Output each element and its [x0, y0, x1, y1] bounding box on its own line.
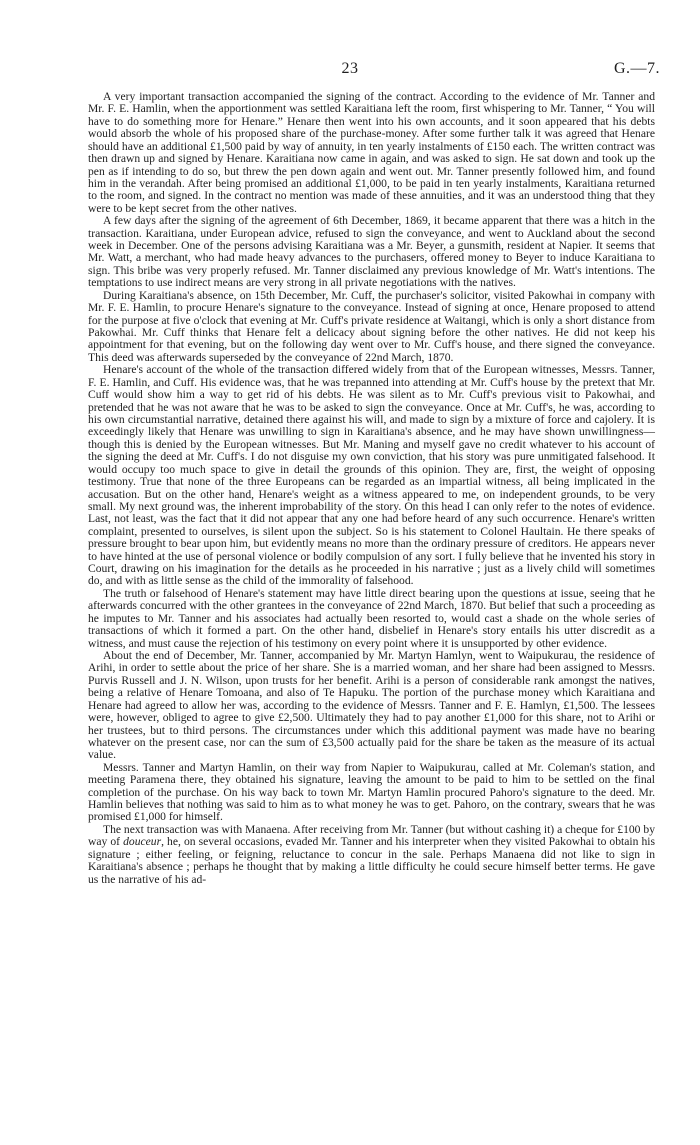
- paragraph-henare-account: Henare's account of the whole of the transaction differed widely from that of the European witnesses, Messrs. Tanner, F. E. Hamlin, and Cuff. His evidence was, that he was trepanned into attending at Mr. Cuff's house by the pretext that Mr. Cuff would show him a way to get rid of his debts. He was silent as to Mr. Cuff's previous visit to Pakowhai, and pretended that he was not aware that he was to be asked to sign the conveyance. Once at Mr. Cuff's, he was, according to his own circumstantial narrative, detained there against his will, and made to sign by a mixture of force and cajolery. It is exceedingly likely that Henare was unwilling to sign in Karaitiana's absence, and he may have shown unwillingness—though this is denied by the European witnesses. But Mr. Maning and myself gave no credit whatever to his account of the signing the deed at Mr. Cuff's. I do not disguise my own conviction, that his story was pure unmitigated falsehood. It would occupy too much space to give in detail the grounds of this opinion. They are, first, the weight of opposing testimony. True that none of the three Europeans can be regarded as an impartial witness, all being implicated in the accusation. But on the other hand, Henare's weight as a witness appeared to me, on independent grounds, to be very small. My next ground was, the inherent improbability of the story. On this head I can only refer to the notes of evidence. Last, not least, was the fact that it did not appear that any one had before heard of any such occurrence. Henare's written complaint, presented to ourselves, is silent upon the subject. So is his statement to Colonel Haultain. He there speaks of pressure brought to bear upon him, but evidently means no more than the ordinary pressure of creditors. He appears never to have hinted at the use of personal violence or bodily compulsion of any sort. I fully believe that he invented his story in Court, drawing on his imagination for the details as he proceeded in his narrative ; just as a lively child will sometimes do, and with as little sense as the child of the immorality of falsehood.: [88, 363, 655, 588]
- body-text: [88, 91, 655, 886]
- paragraph-arihi-share: About the end of December, Mr. Tanner, accompanied by Mr. Martyn Hamlyn, went to Waipukurau, the residence of Arihi, in order to settle about the price of her share. She is a married woman, and her share had been assigned to Messrs. Purvis Russell and J. N. Wilson, upon trusts for her benefit. Arihi is a person of considerable rank amongst the natives, being a relative of Henare Tomoana, and also of Te Hapuku. The portion of the purchase money which Karaitiana and Henare had agreed to allow her was, according to the evidence of Messrs. Tanner and F. E. Hamlyn, £1,500. The lessees were, however, obliged to agree to give £2,500. Ultimately they had to pay another £1,000 for this share, not to Arihi or her trustees, but to third persons. The circumstances under which this additional payment was made have no bearing whatever on the present case, nor can the sum of £3,500 actually paid for the share be taken as the measure of its actual value.: [88, 648, 655, 762]
- paragraph-truth-or-falsehood: The truth or falsehood of Henare's statement may have little direct bearing upon the questions at issue, seeing that he afterwards concurred with the other grantees in the conveyance of 22nd March, 1870. But belief that such a proceeding as he imputes to Mr. Tanner and his associates had actually been resorted to, would cast a shade on the whole series of transactions of which it formed a part. On the other hand, disbelief in Henare's story entails his utter discredit as a witness, and must cause the rejection of his testimony on every point where it is unsupported by other evidence.: [88, 586, 655, 650]
- italic-douceur: douceur: [123, 835, 162, 849]
- paragraph-paramena-pahoro: Messrs. Tanner and Martyn Hamlin, on their way from Napier to Waipukurau, called at Mr. Coleman's station, and meeting Paramena there, they obtained his signature, leaving the amount to be paid to him to be settled on the final completion of the purchase. On his way back to town Mr. Martyn Hamlin procured Pahoro's signature to the deed. Mr. Hamlin believes that nothing was said to him as to what money he was to get. Pahoro, on the contrary, swears that he was promised £1,000 for himself.: [88, 760, 655, 824]
- paragraph-hitch-in-transaction: A few days after the signing of the agreement of 6th December, 1869, it became apparent that there was a hitch in the transaction. Karaitiana, under European advice, refused to sign the conveyance, and went to Auckland about the second week in December. One of the persons advising Karaitiana was a Mr. Beyer, a gunsmith, resident at Napier. It seems that Mr. Watt, a merchant, who had made heavy advances to the purchasers, offered money to Beyer to induce Karaitiana to sign. This bribe was very properly refused. Mr. Tanner disclaimed any previous knowledge of Mr. Watt's intentions. The temptations to use indirect means are very strong in all private negotiations with the natives.: [88, 214, 655, 290]
- page-header: [0, 60, 700, 82]
- page-number: 23: [341, 60, 359, 77]
- paragraph-manaena: The next transaction was with Manaena. After receiving from Mr. Tanner (but without cashing it) a cheque for £100 by way of douceur, he, on several occasions, evaded Mr. Tanner and his interpreter when they visited Pakowhai to obtain his signature ; either feeling, or feigning, reluctance to concur in the sale. Perhaps Manaena did not like to sign in Karaitiana's absence ; perhaps he thought that by making a little difficulty he could secure himself better terms. He gave us the narrative of his ad-: [88, 822, 655, 886]
- paragraph-annuity-transaction: A very important transaction accompanied the signing of the contract. According to the evidence of Mr. Tanner and Mr. F. E. Hamlin, when the apportionment was settled Karaitiana left the room, first whispering to Mr. Tanner, “ You will have to do something more for Henare.” Henare then went into his own accounts, and it soon appeared that his debts would absorb the whole of his proposed share of the purchase-money. After some further talk it was agreed that Henare should have an additional £1,500 paid by way of annuity, in ten yearly instalments of £150 each. The written contract was then drawn up and signed by Henare. Karaitiana now came in again, and was asked to sign. He sat down and took up the pen as if intending to do so, but threw the pen down again and went out. Mr. Tanner presently followed him, and found him in the verandah. After being promised an additional £1,000, to be paid in ten yearly instalments, Karaitiana returned to the room, and signed. In the contract no mention was made of these annuities, and it was an understood thing that they were to be kept secret from the other natives.: [88, 90, 655, 215]
- paragraph-karaitiana-absence: During Karaitiana's absence, on 15th December, Mr. Cuff, the purchaser's solicitor, visited Pakowhai in company with Mr. F. E. Hamlin, to procure Henare's signature to the conveyance. Instead of signing at once, Henare proposed to attend for the purpose at five o'clock that evening at Mr. Cuff's private residence at Waitangi, which is only a short distance from Pakowhai. Mr. Cuff thinks that Henare felt a delicacy about signing before the other natives. He did not keep his appointment for that evening, but on the following day went over to Mr. Cuff's house, and there signed the conveyance. This deed was afterwards superseded by the conveyance of 22nd March, 1870.: [88, 288, 655, 364]
- document-reference: G.—7.: [613, 60, 660, 77]
